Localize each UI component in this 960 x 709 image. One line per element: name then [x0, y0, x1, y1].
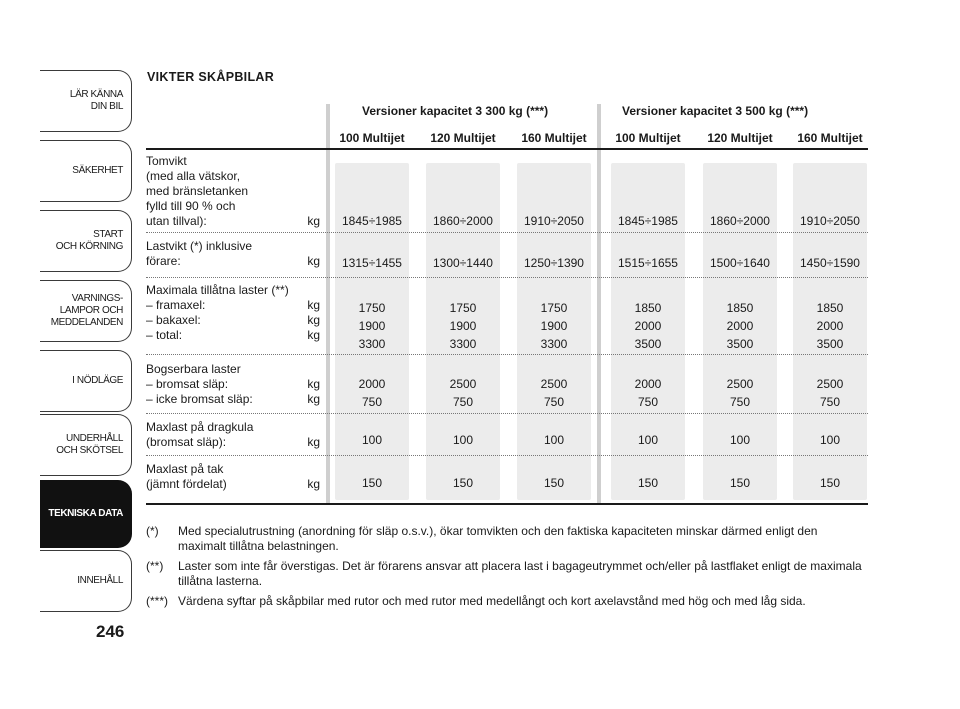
row-label-line [146, 392, 320, 407]
group-heading: Versioner kapacitet 3 300 kg (***) [362, 104, 549, 118]
page-title: VIKTER SKÅPBILAR [147, 70, 275, 84]
table-cell-value: 150 [361, 476, 383, 490]
row-label-unit: kg [307, 298, 320, 312]
row-label [146, 154, 320, 229]
table-cell-value: 100 [729, 433, 751, 447]
row-label [146, 239, 320, 269]
table-cell-value: 1860÷2000 [433, 214, 493, 228]
table-cell-value: 100 [452, 433, 474, 447]
table-bottom-rule [146, 503, 868, 505]
row-divider [146, 232, 868, 233]
footnote [146, 524, 866, 553]
table-cell-value: 1750 1900 3300 [358, 301, 386, 351]
row-label-text: – bromsat släp: [146, 377, 229, 391]
table-cell-value: 1845÷1985 [618, 214, 678, 228]
footnote-text: Laster som inte får överstigas. Det är förarens ansvar att placera last i bagageutrymmet och/eller på lastflaket enligt de maximala tillåtna lasterna. [178, 559, 862, 588]
sidebar-tab-label: SÄKERHET [72, 165, 123, 176]
table-cell-value: 1250÷1390 [524, 256, 584, 270]
row-label-line [146, 420, 320, 435]
footnote-text: Värdena syftar på skåpbilar med rutor och med rutor med medellångt och kort axelavstånd med hög och med låg sida. [178, 594, 806, 608]
row-label-text: (med alla vätskor, [146, 169, 241, 183]
table-cell-value: 1910÷2050 [524, 214, 584, 228]
column-header: 100 Multijet [605, 128, 691, 148]
footnote-text: Med specialutrustning (anordning för släp o.s.v.), ökar tomvikten och den faktiska kapaciteten minskar därmed enligt den maximalt tillåtna belastningen. [178, 524, 818, 553]
sidebar-tab-7[interactable] [40, 480, 132, 548]
footnote-mark: (***) [146, 594, 169, 608]
table-cell-value: 2000 750 [358, 377, 386, 409]
group-separator [326, 104, 330, 504]
footnote-mark: (*) [146, 524, 159, 538]
table-cell-value: 100 [637, 433, 659, 447]
group-separator [597, 104, 601, 504]
column-header: 100 Multijet [329, 128, 415, 148]
sidebar-tab-5[interactable] [40, 350, 132, 412]
row-label-text: utan tillval): [146, 214, 207, 228]
sidebar-tab-label: LÄR KÄNNA DIN BIL [69, 89, 123, 112]
row-label-text: Maximala tillåtna laster (**) [146, 283, 289, 297]
row-divider [146, 455, 868, 456]
table-cell-value: 100 [819, 433, 841, 447]
table-cell-value: 150 [729, 476, 751, 490]
column-header: 160 Multijet [512, 128, 596, 148]
table-cell-value: 100 [361, 433, 383, 447]
row-label-unit: kg [307, 328, 320, 342]
row-label [146, 362, 320, 407]
group-heading: Versioner kapacitet 3 500 kg (***) [622, 104, 809, 118]
row-label-line [146, 462, 320, 477]
sidebar-tab-label: I NÖDLÄGE [72, 375, 123, 386]
row-label-text: – bakaxel: [146, 313, 201, 327]
row-label-line [146, 362, 320, 377]
sidebar-tab-label: START OCH KÖRNING [55, 229, 123, 252]
table-cell-value: 2500 750 [540, 377, 568, 409]
row-label-line [146, 313, 320, 328]
footnotes [146, 524, 866, 615]
table-cell-value: 100 [543, 433, 565, 447]
row-label-line [146, 477, 320, 492]
row-divider [146, 277, 868, 278]
sidebar-tab-2[interactable] [40, 140, 132, 202]
row-label-line [146, 328, 320, 343]
table-cell-value: 2000 750 [634, 377, 662, 409]
sidebar-tab-label: VARNINGS- LAMPOR OCH MEDDELANDEN [50, 293, 123, 328]
row-label [146, 462, 320, 492]
row-label-unit: kg [307, 377, 320, 391]
table-cell-value: 150 [637, 476, 659, 490]
row-divider [146, 413, 868, 414]
row-label-unit: kg [307, 254, 320, 268]
row-label-text: Tomvikt [146, 154, 187, 168]
row-label-text: förare: [146, 254, 181, 268]
table-cell-value: 1750 1900 3300 [449, 301, 477, 351]
table-cell-value: 1850 2000 3500 [634, 301, 662, 351]
sidebar-tab-label: UNDERHÅLL OCH SKÖTSEL [56, 433, 123, 456]
footnote [146, 559, 866, 588]
row-label [146, 420, 320, 450]
row-label-line [146, 199, 320, 214]
row-label-line [146, 239, 320, 254]
sidebar-tab-8[interactable] [40, 550, 132, 612]
row-label-line [146, 254, 320, 269]
table-cell-value: 1315÷1455 [342, 256, 402, 270]
row-label-text: med bränsletanken [146, 184, 249, 198]
row-label-text: – total: [146, 328, 183, 342]
sidebar-tab-label: INNEHÅLL [77, 575, 123, 586]
sidebar-tab-1[interactable] [40, 70, 132, 132]
page-number: 246 [96, 622, 125, 641]
table-top-rule [146, 148, 868, 150]
row-label-unit: kg [307, 313, 320, 327]
column-header: 120 Multijet [698, 128, 782, 148]
row-label-text: Bogserbara laster [146, 362, 241, 376]
row-label-unit: kg [307, 435, 320, 449]
table-cell-value: 1300÷1440 [433, 256, 493, 270]
row-label-unit: kg [307, 392, 320, 406]
row-label-unit: kg [307, 477, 320, 491]
table-cell-value: 2500 750 [816, 377, 844, 409]
sidebar-tab-3[interactable] [40, 210, 132, 272]
table-cell-value: 1850 2000 3500 [726, 301, 754, 351]
row-label-text: Maxlast på tak [146, 462, 224, 476]
row-label-line [146, 377, 320, 392]
column-header: 120 Multijet [421, 128, 505, 148]
row-label-line [146, 154, 320, 169]
table-cell-value: 1910÷2050 [800, 214, 860, 228]
row-label-text: Maxlast på dragkula [146, 420, 254, 434]
table-cell-value: 1450÷1590 [800, 256, 860, 270]
row-label-text: – framaxel: [146, 298, 206, 312]
table-cell-value: 1500÷1640 [710, 256, 770, 270]
row-label-line [146, 169, 320, 184]
row-label-text: fylld till 90 % och [146, 199, 236, 213]
row-label-line [146, 298, 320, 313]
row-label-text: Lastvikt (*) inklusive [146, 239, 253, 253]
sidebar-tab-6[interactable] [40, 414, 132, 476]
row-label-line [146, 283, 320, 298]
table-cell-value: 1515÷1655 [618, 256, 678, 270]
footnote-mark: (**) [146, 559, 164, 573]
table-cell-value: 2500 750 [726, 377, 754, 409]
row-label-unit: kg [307, 214, 320, 228]
table-cell-value: 1860÷2000 [710, 214, 770, 228]
row-divider [146, 354, 868, 355]
table-cell-value: 150 [543, 476, 565, 490]
row-label-line [146, 184, 320, 199]
table-cell-value: 2500 750 [449, 377, 477, 409]
row-label-text: (bromsat släp): [146, 435, 227, 449]
column-header: 160 Multijet [788, 128, 872, 148]
table-cell-value: 150 [819, 476, 841, 490]
row-label [146, 283, 320, 343]
table-cell-value: 1750 1900 3300 [540, 301, 568, 351]
row-label-text: – icke bromsat släp: [146, 392, 253, 406]
row-label-line [146, 214, 320, 229]
table-cell-value: 1850 2000 3500 [816, 301, 844, 351]
row-label-line [146, 435, 320, 450]
sidebar-tab-4[interactable] [40, 280, 132, 342]
footnote [146, 594, 866, 609]
sidebar-tab-label: TEKNISKA DATA [48, 508, 123, 519]
table-cell-value: 150 [452, 476, 474, 490]
table-cell-value: 1845÷1985 [342, 214, 402, 228]
row-label-text: (jämnt fördelat) [146, 477, 227, 491]
